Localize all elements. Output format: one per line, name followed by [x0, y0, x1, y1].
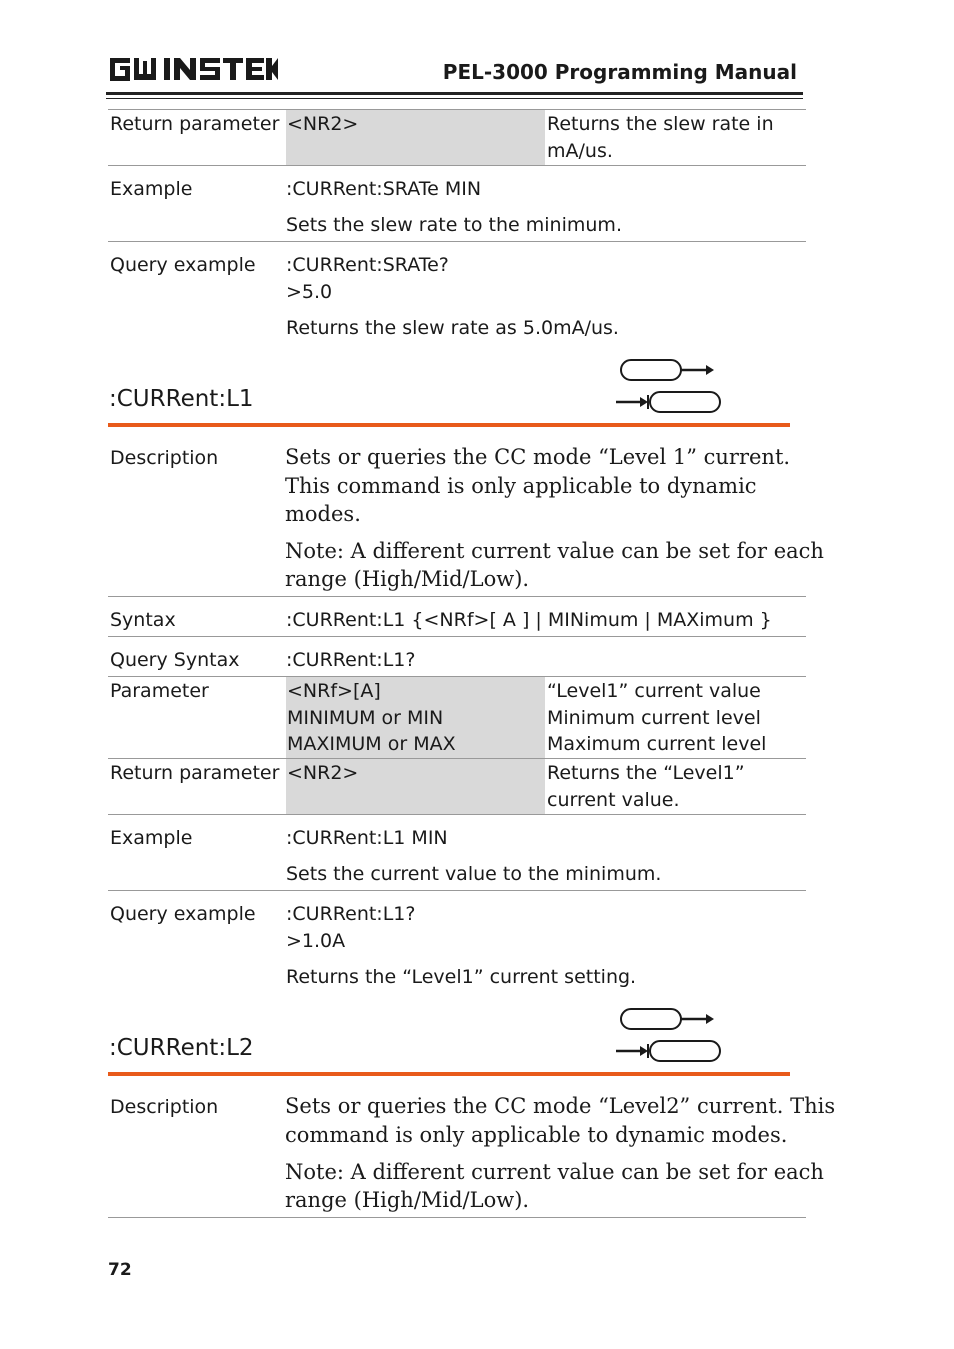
header-rule-thin	[106, 98, 803, 99]
section-underline	[108, 1072, 790, 1076]
row-divider	[108, 636, 806, 637]
description-label: Description	[110, 447, 219, 469]
example-label: Example	[110, 178, 193, 200]
example-command: :CURRent:L1 MIN	[286, 827, 448, 849]
description-text: Sets or queries the CC mode “Level 1” current.	[285, 445, 791, 469]
return-parameter-desc: Returns the slew rate in	[547, 113, 774, 135]
description-text: modes.	[285, 502, 361, 526]
description-note: range (High/Mid/Low).	[285, 1188, 530, 1212]
example-label: Example	[110, 827, 193, 849]
query-example-command: :CURRent:SRATe?	[286, 254, 449, 276]
parameter-desc: “Level1” current value	[547, 680, 761, 702]
description-note: range (High/Mid/Low).	[285, 567, 530, 591]
row-divider	[108, 241, 806, 242]
parameter-name: MINIMUM or MIN	[287, 707, 444, 729]
query-syntax-value: :CURRent:L1?	[286, 649, 416, 671]
parameter-desc: Maximum current level	[547, 733, 767, 755]
return-parameter-label: Return parameter	[110, 113, 280, 135]
section-heading-l1: :CURRent:L1	[109, 386, 254, 412]
row-divider	[108, 596, 806, 597]
return-parameter-value: <NR2>	[287, 762, 359, 784]
example-note: Sets the current value to the minimum.	[286, 863, 662, 885]
return-parameter-desc: mA/us.	[547, 140, 613, 162]
query-example-command: :CURRent:L1?	[286, 903, 416, 925]
query-example-response: >5.0	[286, 281, 333, 303]
syntax-label: Syntax	[110, 609, 176, 631]
query-example-label: Query example	[110, 254, 256, 276]
return-parameter-desc: current value.	[547, 789, 680, 811]
description-text: command is only applicable to dynamic modes.	[285, 1123, 788, 1147]
query-example-response: >1.0A	[286, 930, 346, 952]
description-label: Description	[110, 1096, 219, 1118]
parameter-desc: Minimum current level	[547, 707, 761, 729]
return-parameter-desc: Returns the “Level1”	[547, 762, 745, 784]
row-divider	[108, 814, 806, 815]
section-heading-l2: :CURRent:L2	[109, 1035, 254, 1061]
parameter-name: <NRf>[A]	[287, 680, 381, 702]
description-text: Sets or queries the CC mode “Level2” current. This	[285, 1094, 836, 1118]
query-example-note: Returns the “Level1” current setting.	[286, 966, 637, 988]
example-command: :CURRent:SRATe MIN	[286, 178, 482, 200]
return-parameter-label: Return parameter	[110, 762, 280, 784]
manual-title: PEL-3000 Programming Manual	[442, 60, 797, 84]
set-query-icon	[614, 358, 724, 418]
query-syntax-label: Query Syntax	[110, 649, 240, 671]
query-example-note: Returns the slew rate as 5.0mA/us.	[286, 317, 619, 339]
return-parameter-value: <NR2>	[287, 113, 359, 135]
page-number: 72	[108, 1260, 132, 1280]
description-note: Note: A different current value can be set for each	[285, 539, 824, 563]
parameter-label: Parameter	[110, 680, 209, 702]
query-example-label: Query example	[110, 903, 256, 925]
row-divider	[108, 1217, 806, 1218]
description-note: Note: A different current value can be set for each	[285, 1160, 824, 1184]
set-query-icon	[614, 1007, 724, 1067]
row-divider	[108, 890, 806, 891]
header-rule-thick	[106, 92, 803, 95]
description-text: This command is only applicable to dynamic	[285, 474, 757, 498]
gw-instek-logo	[108, 54, 278, 84]
example-note: Sets the slew rate to the minimum.	[286, 214, 622, 236]
parameter-name: MAXIMUM or MAX	[287, 733, 456, 755]
syntax-value: :CURRent:L1 {<NRf>[ A ] | MINimum | MAXimum }	[286, 609, 772, 631]
section-underline	[108, 423, 790, 427]
row-divider	[108, 165, 806, 166]
